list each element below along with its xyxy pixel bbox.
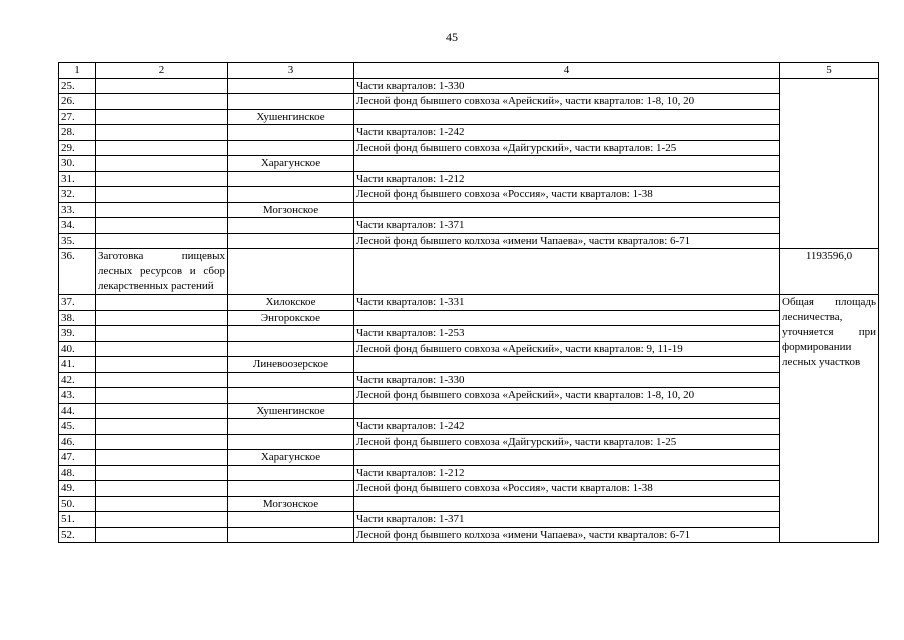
row-number: 28.: [59, 125, 96, 141]
activity-cell: [96, 140, 228, 156]
table-row: [59, 218, 879, 234]
table-row: [59, 481, 879, 497]
table-row: [59, 512, 879, 528]
row-number: 47.: [59, 450, 96, 466]
table-row: [59, 295, 879, 311]
district-forestry-cell: [228, 326, 354, 342]
activity-cell: [96, 434, 228, 450]
quarters-cell: Части кварталов: 1-331: [354, 295, 780, 311]
district-forestry-cell: Энгорокское: [228, 310, 354, 326]
area-value-cell: 1193596,0: [780, 249, 879, 295]
quarters-cell: [354, 109, 780, 125]
district-forestry-cell: Хушенгинское: [228, 403, 354, 419]
activity-cell: [96, 295, 228, 311]
quarters-cell: [354, 403, 780, 419]
quarters-cell: Лесной фонд бывшего совхоза «Арейский», части кварталов: 9, 11-19: [354, 341, 780, 357]
activity-cell: Заготовка пищевых лесных ресурсов и сбор лекарственных растений: [96, 249, 228, 295]
quarters-cell: [354, 249, 780, 295]
row-number: 26.: [59, 94, 96, 110]
district-forestry-cell: [228, 512, 354, 528]
row-number: 51.: [59, 512, 96, 528]
column-header-3: 3: [228, 63, 354, 79]
row-number: 52.: [59, 527, 96, 543]
activity-cell: [96, 171, 228, 187]
table-row: [59, 357, 879, 373]
table-row: [59, 388, 879, 404]
row-number: 41.: [59, 357, 96, 373]
district-forestry-cell: [228, 187, 354, 203]
quarters-cell: [354, 496, 780, 512]
activity-cell: [96, 357, 228, 373]
activity-cell: [96, 187, 228, 203]
table-row: [59, 434, 879, 450]
row-number: 31.: [59, 171, 96, 187]
table-row: [59, 249, 879, 295]
district-forestry-cell: [228, 78, 354, 94]
district-forestry-cell: Могзонское: [228, 496, 354, 512]
row-number: 34.: [59, 218, 96, 234]
activity-cell: [96, 450, 228, 466]
district-forestry-cell: [228, 233, 354, 249]
row-number: 45.: [59, 419, 96, 435]
activity-cell: [96, 419, 228, 435]
district-forestry-cell: Могзонское: [228, 202, 354, 218]
row-number: 35.: [59, 233, 96, 249]
row-number: 36.: [59, 249, 96, 295]
table-row: [59, 78, 879, 94]
district-forestry-cell: [228, 372, 354, 388]
column-header-4: 4: [354, 63, 780, 79]
district-forestry-cell: Хушенгинское: [228, 109, 354, 125]
quarters-cell: Лесной фонд бывшего совхоза «Дайгурский», части кварталов: 1-25: [354, 434, 780, 450]
row-number: 30.: [59, 156, 96, 172]
row-number: 46.: [59, 434, 96, 450]
quarters-cell: Части кварталов: 1-212: [354, 465, 780, 481]
table-row: [59, 372, 879, 388]
row-number: 50.: [59, 496, 96, 512]
column-header-5: 5: [780, 63, 879, 79]
quarters-cell: Части кварталов: 1-242: [354, 419, 780, 435]
district-forestry-cell: [228, 419, 354, 435]
table-row: [59, 419, 879, 435]
district-forestry-cell: [228, 171, 354, 187]
table-row: [59, 109, 879, 125]
table-row: [59, 94, 879, 110]
table-row: [59, 465, 879, 481]
row-number: 40.: [59, 341, 96, 357]
quarters-cell: Лесной фонд бывшего совхоза «Россия», части кварталов: 1-38: [354, 481, 780, 497]
quarters-cell: [354, 450, 780, 466]
district-forestry-cell: [228, 434, 354, 450]
activity-cell: [96, 202, 228, 218]
table-row: [59, 310, 879, 326]
activity-cell: [96, 233, 228, 249]
activity-cell: [96, 326, 228, 342]
row-number: 25.: [59, 78, 96, 94]
district-forestry-cell: [228, 465, 354, 481]
quarters-cell: [354, 202, 780, 218]
district-forestry-cell: Харагунское: [228, 156, 354, 172]
district-forestry-cell: Линевоозерское: [228, 357, 354, 373]
activity-cell: [96, 125, 228, 141]
activity-cell: [96, 372, 228, 388]
activity-cell: [96, 527, 228, 543]
district-forestry-cell: [228, 125, 354, 141]
district-forestry-cell: [228, 249, 354, 295]
row-number: 29.: [59, 140, 96, 156]
activity-cell: [96, 94, 228, 110]
row-number: 42.: [59, 372, 96, 388]
quarters-cell: Лесной фонд бывшего совхоза «Арейский», части кварталов: 1-8, 10, 20: [354, 388, 780, 404]
area-note-cell: Общая площадь лесничества, уточняется при формировании лесных участков: [780, 295, 879, 543]
district-forestry-cell: [228, 527, 354, 543]
quarters-cell: Части кварталов: 1-371: [354, 218, 780, 234]
row-number: 44.: [59, 403, 96, 419]
table-row: [59, 341, 879, 357]
quarters-cell: Части кварталов: 1-242: [354, 125, 780, 141]
quarters-cell: Лесной фонд бывшего колхоза «имени Чапаева», части кварталов: 6-71: [354, 527, 780, 543]
row-number: 32.: [59, 187, 96, 203]
row-number: 37.: [59, 295, 96, 311]
quarters-cell: Части кварталов: 1-371: [354, 512, 780, 528]
activity-cell: [96, 388, 228, 404]
district-forestry-cell: [228, 341, 354, 357]
column-header-1: 1: [59, 63, 96, 79]
activity-cell: [96, 465, 228, 481]
quarters-cell: [354, 156, 780, 172]
activity-cell: [96, 78, 228, 94]
quarters-cell: Лесной фонд бывшего совхоза «Россия», части кварталов: 1-38: [354, 187, 780, 203]
quarters-cell: Лесной фонд бывшего колхоза «имени Чапаева», части кварталов: 6-71: [354, 233, 780, 249]
activity-cell: [96, 310, 228, 326]
district-forestry-cell: [228, 388, 354, 404]
table-row: [59, 233, 879, 249]
row-number: 48.: [59, 465, 96, 481]
quarters-cell: Лесной фонд бывшего совхоза «Арейский», части кварталов: 1-8, 10, 20: [354, 94, 780, 110]
forestry-table: [58, 62, 879, 543]
row-number: 39.: [59, 326, 96, 342]
table-row: [59, 171, 879, 187]
row-number: 33.: [59, 202, 96, 218]
quarters-cell: Части кварталов: 1-330: [354, 372, 780, 388]
activity-cell: [96, 496, 228, 512]
activity-cell: [96, 156, 228, 172]
row-number: 38.: [59, 310, 96, 326]
table-row: [59, 125, 879, 141]
page-number: 45: [446, 30, 458, 44]
table-row: [59, 403, 879, 419]
activity-cell: [96, 109, 228, 125]
quarters-cell: Части кварталов: 1-212: [354, 171, 780, 187]
quarters-cell: Части кварталов: 1-253: [354, 326, 780, 342]
activity-cell: [96, 512, 228, 528]
area-cell: [780, 78, 879, 249]
table-row: [59, 527, 879, 543]
district-forestry-cell: [228, 140, 354, 156]
table-row: [59, 156, 879, 172]
district-forestry-cell: [228, 481, 354, 497]
row-number: 49.: [59, 481, 96, 497]
column-header-2: 2: [96, 63, 228, 79]
row-number: 27.: [59, 109, 96, 125]
table-header-row: [59, 63, 879, 79]
activity-cell: [96, 481, 228, 497]
table-row: [59, 326, 879, 342]
activity-cell: [96, 341, 228, 357]
district-forestry-cell: Хилокское: [228, 295, 354, 311]
quarters-cell: Части кварталов: 1-330: [354, 78, 780, 94]
activity-cell: [96, 403, 228, 419]
district-forestry-cell: Харагунское: [228, 450, 354, 466]
quarters-cell: Лесной фонд бывшего совхоза «Дайгурский», части кварталов: 1-25: [354, 140, 780, 156]
table-row: [59, 202, 879, 218]
quarters-cell: [354, 357, 780, 373]
activity-cell: [96, 218, 228, 234]
table-row: [59, 450, 879, 466]
district-forestry-cell: [228, 218, 354, 234]
district-forestry-cell: [228, 94, 354, 110]
table-row: [59, 496, 879, 512]
quarters-cell: [354, 310, 780, 326]
row-number: 43.: [59, 388, 96, 404]
table-row: [59, 187, 879, 203]
table-row: [59, 140, 879, 156]
